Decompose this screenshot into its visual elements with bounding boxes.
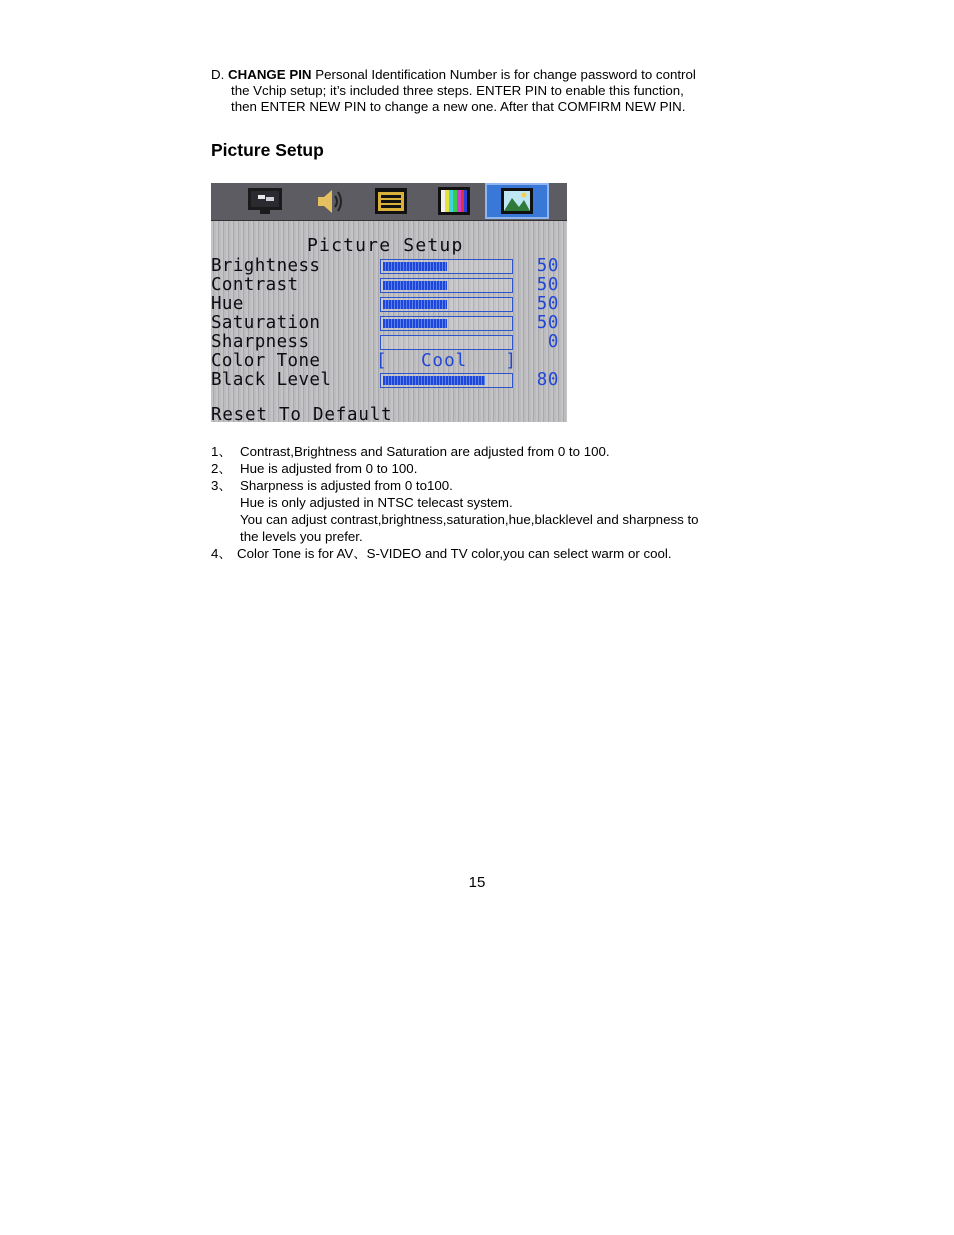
change-pin-description: Personal Identification Number is for change password to control <box>315 67 696 82</box>
osd-label-contrast: Contrast <box>211 275 299 295</box>
reset-to-default-item: Reset To Default <box>211 405 393 422</box>
contrast-slider-fill <box>383 281 447 290</box>
change-pin-term: CHANGE PIN <box>228 67 312 82</box>
change-pin-line-1 <box>211 67 751 83</box>
list-item <box>211 460 751 477</box>
osd-label-brightness: Brightness <box>211 256 321 276</box>
osd-label-color-tone: Color Tone <box>211 351 321 371</box>
color-tone-bracket-left: [ <box>376 351 387 371</box>
osd-label-black-level: Black Level <box>211 370 332 390</box>
color-tone-value: Cool <box>421 351 468 371</box>
menu-panel-icon <box>359 183 423 219</box>
change-pin-paragraph <box>211 67 751 116</box>
list-item <box>211 443 751 460</box>
section-heading: Picture Setup <box>211 140 324 160</box>
color-bars-icon <box>422 183 486 219</box>
page-number: 15 <box>468 874 486 891</box>
brightness-slider-fill <box>383 262 447 271</box>
saturation-slider-fill <box>383 319 447 328</box>
list-item-continuation <box>211 511 751 528</box>
black-level-slider <box>380 373 513 388</box>
osd-label-hue: Hue <box>211 294 244 314</box>
saturation-value: 50 <box>536 313 559 333</box>
list-text: Color Tone is for AV、S-VIDEO and TV color,you can select warm or cool. <box>237 546 672 561</box>
list-letter: D. <box>211 67 225 82</box>
brightness-slider <box>380 259 513 274</box>
speaker-icon <box>296 183 360 219</box>
notes-list <box>211 443 751 562</box>
osd-label-saturation: Saturation <box>211 313 321 333</box>
saturation-slider <box>380 316 513 331</box>
osd-tab-bar <box>211 183 567 221</box>
picture-landscape-icon <box>485 183 549 219</box>
sharpness-slider <box>380 335 513 350</box>
list-number: 2、 <box>211 461 232 476</box>
list-text: the levels you prefer. <box>240 529 363 544</box>
osd-title: Picture Setup <box>307 235 464 256</box>
list-number: 4、 <box>211 546 232 561</box>
list-item-continuation <box>211 528 751 545</box>
list-text: Contrast,Brightness and Saturation are adjusted from 0 to 100. <box>240 444 610 459</box>
hue-slider-fill <box>383 300 447 309</box>
change-pin-line-3: then ENTER NEW PIN to change a new one. After that COMFIRM NEW PIN. <box>231 99 686 115</box>
hue-slider <box>380 297 513 312</box>
hue-value: 50 <box>536 294 559 314</box>
list-item-continuation <box>211 494 751 511</box>
osd-label-sharpness: Sharpness <box>211 332 310 352</box>
list-number: 1、 <box>211 444 232 459</box>
list-item <box>211 545 751 562</box>
color-tone-bracket-right: ] <box>505 351 516 371</box>
picture-setup-osd-screenshot <box>211 183 567 422</box>
contrast-value: 50 <box>536 275 559 295</box>
list-number: 3、 <box>211 478 232 493</box>
list-item <box>211 477 751 494</box>
monitor-icon <box>233 183 297 219</box>
list-text: Hue is only adjusted in NTSC telecast system. <box>240 495 513 510</box>
change-pin-line-2: the Vchip setup; it’s included three steps. ENTER PIN to enable this function, <box>231 83 684 99</box>
contrast-slider <box>380 278 513 293</box>
black-level-value: 80 <box>536 370 559 390</box>
list-text: Hue is adjusted from 0 to 100. <box>240 461 418 476</box>
list-text: Sharpness is adjusted from 0 to100. <box>240 478 453 493</box>
brightness-value: 50 <box>536 256 559 276</box>
black-level-slider-fill <box>383 376 485 385</box>
list-text: You can adjust contrast,brightness,saturation,hue,blacklevel and sharpness to <box>240 512 699 527</box>
sharpness-value: 0 <box>547 332 559 352</box>
